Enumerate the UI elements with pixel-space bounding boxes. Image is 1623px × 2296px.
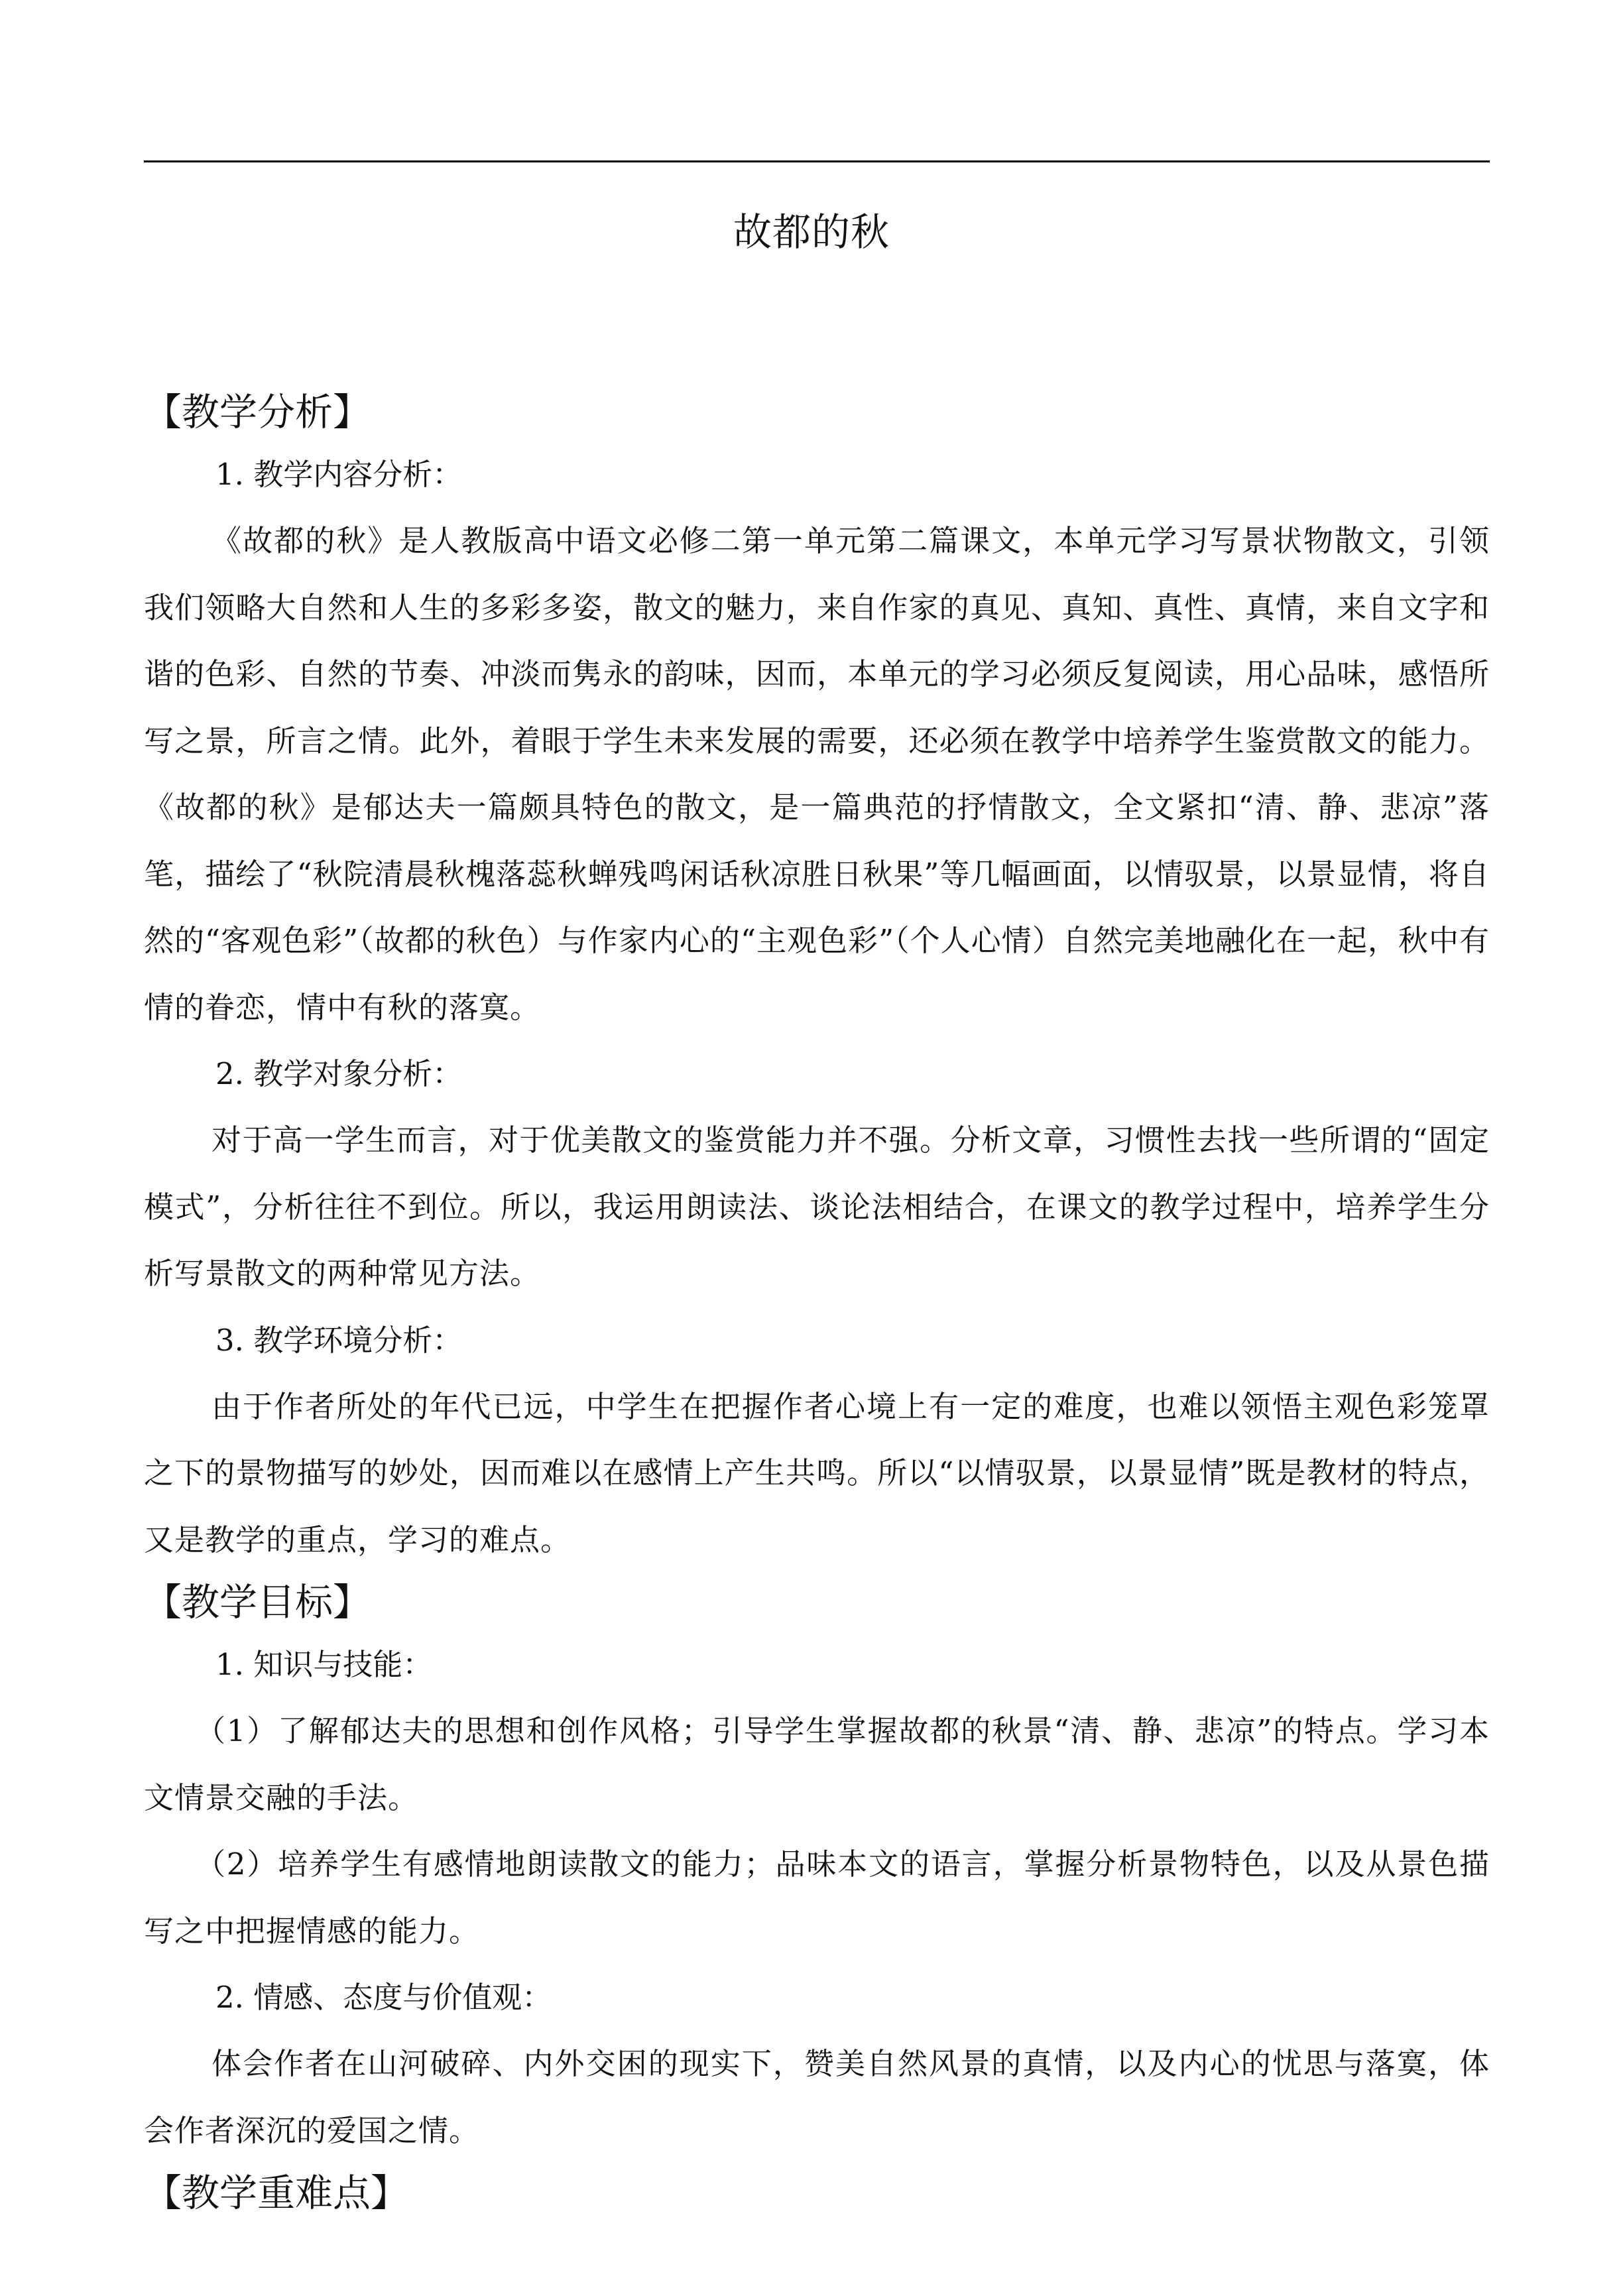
emotion-values-label: 2. 情感、态度与价值观： bbox=[215, 1980, 552, 2015]
environment-analysis-text: 由于作者所处的年代已远，中学生在把握作者心境上有一定的难度，也难以领悟主观色彩笼罩之下的景物描写的妙处，因而难以在感情上产生共鸣。所以“以情驭景，以景显情”既是教材的特点，又是教学的重点，学习的难点。 bbox=[144, 1388, 1490, 1557]
document-body bbox=[144, 383, 1490, 2222]
section-heading-analysis: 【教学分析】 bbox=[144, 391, 371, 434]
document-title: 故都的秋 bbox=[733, 210, 890, 255]
section-heading-goals: 【教学目标】 bbox=[144, 1581, 371, 1624]
knowledge-item-2: （2）培养学生有感情地朗读散文的能力；品味本文的语言，掌握分析景物特色，以及从景色描写之中把握情感的能力。 bbox=[144, 1846, 1490, 1949]
emotion-values-text: 体会作者在山河破碎、内外交困的现实下，赞美自然风景的真情，以及内心的忧思与落寞，体会作者深沉的爱国之情。 bbox=[144, 2046, 1490, 2148]
object-analysis-text: 对于高一学生而言，对于优美散文的鉴赏能力并不强。分析文章，习惯性去找一些所谓的“固定模式”，分析往往不到位。所以，我运用朗读法、谈论法相结合，在课文的教学过程中，培养学生分析写景散文的两种常见方法。 bbox=[144, 1122, 1490, 1291]
object-analysis-label: 2. 教学对象分析： bbox=[215, 1056, 463, 1091]
environment-analysis-label: 3. 教学环境分析： bbox=[215, 1322, 463, 1358]
content-analysis-label: 1. 教学内容分析： bbox=[215, 457, 463, 492]
header-rule bbox=[144, 160, 1490, 162]
knowledge-skills-label: 1. 知识与技能： bbox=[215, 1647, 433, 1682]
content-analysis-text: 《故都的秋》是人教版高中语文必修二第一单元第二篇课文，本单元学习写景状物散文，引领我们领略大自然和人生的多彩多姿，散文的魅力，来自作家的真见、真知、真性、真情，来自文字和谐的色彩、自然的节奏、冲淡而隽永的韵味，因而，本单元的学习必须反复阅读，用心品味，感悟所写之景，所言之情。此外，着眼于学生未来发展的需要，还必须在教学中培养学生鉴赏散文的能力。《故都的秋》是郁达夫一篇颇具特色的散文，是一篇典范的抒情散文，全文紧扣“清、静、悲凉”落笔，描绘了“秋院清晨秋槐落蕊秋蝉残鸣闲话秋凉胜日秋果”等几幅画面，以情驭景，以景显情，将自然的“客观色彩”（故都的秋色）与作家内心的“主观色彩”（个人心情）自然完美地融化在一起，秋中有情的眷恋，情中有秋的落寞。 bbox=[144, 523, 1490, 1025]
knowledge-item-1: （1）了解郁达夫的思想和创作风格；引导学生掌握故都的秋景“清、静、悲凉”的特点。学习本文情景交融的手法。 bbox=[144, 1713, 1490, 1815]
section-heading-key-points: 【教学重难点】 bbox=[144, 2171, 408, 2215]
